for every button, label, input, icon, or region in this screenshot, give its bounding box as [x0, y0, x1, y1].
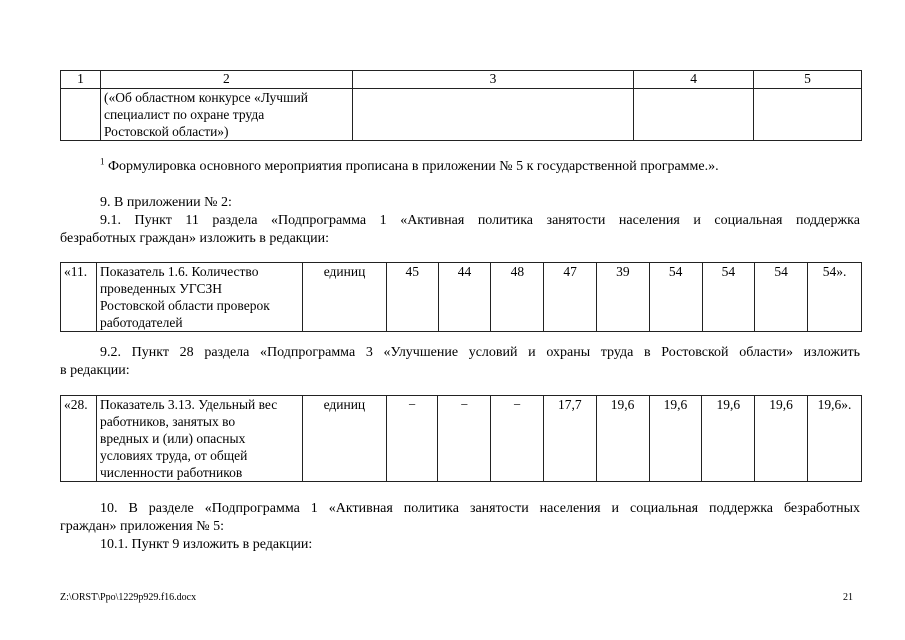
value-cell: 47 [544, 263, 597, 332]
table-cell [61, 89, 101, 141]
footnote-text: Формулировка основного мероприятия прописана в приложении № 5 к государственной программе.». [104, 159, 719, 174]
table-cell [634, 89, 754, 141]
table-row [61, 263, 862, 332]
row-number: «11. [61, 263, 97, 332]
table-cell [754, 89, 862, 141]
paragraph-9-2-line2: в редакции: [60, 363, 130, 378]
cell-line: проведенных УГСЗН [99, 281, 222, 296]
table-continuation [60, 70, 862, 141]
header-cell: 1 [61, 71, 101, 89]
cell-line: вредных и (или) опасных [99, 431, 246, 446]
paragraph-9-2-line1: 9.2. Пункт 28 раздела «Подпрограмма 3 «Улучшение условий и охраны труда в Ростовской области» изложить [100, 345, 860, 360]
page-number: 21 [843, 592, 853, 603]
cell-line: условиях труда, от общей [99, 448, 248, 463]
paragraph-10-1: 10.1. Пункт 9 изложить в редакции: [100, 537, 313, 552]
table-cell-description [100, 89, 352, 141]
table-row [61, 396, 862, 482]
value-cell: 19,6». [808, 396, 862, 482]
value-cell: 54 [755, 263, 808, 332]
cell-line: Ростовской области проверок [99, 298, 270, 313]
paragraph-10-line2: граждан» приложения № 5: [60, 519, 224, 534]
footer-file-path: Z:\ORST\Ppo\1229p929.f16.docx [60, 592, 197, 603]
value-cell: 19,6 [702, 396, 755, 482]
cell-line: Показатель 1.6. Количество [99, 264, 259, 279]
header-cell: 3 [352, 71, 634, 89]
value-cell: 17,7 [543, 396, 596, 482]
value-cell: 48 [491, 263, 544, 332]
unit-cell: единиц [303, 263, 387, 332]
row-number: «28. [61, 396, 97, 482]
header-cell: 2 [100, 71, 352, 89]
value-cell: − [438, 396, 491, 482]
header-cell: 5 [754, 71, 862, 89]
cell-line: Показатель 3.13. Удельный вес [99, 397, 278, 412]
table-header-row [61, 71, 862, 89]
header-cell: 4 [634, 71, 754, 89]
cell-line: работников, занятых во [99, 414, 236, 429]
value-cell: 19,6 [649, 396, 702, 482]
table-indicator-3-13 [60, 395, 862, 482]
value-cell: 45 [386, 263, 438, 332]
value-cell: 19,6 [755, 396, 808, 482]
value-cell: − [386, 396, 438, 482]
value-cell: 39 [596, 263, 649, 332]
table-cell [352, 89, 634, 141]
cell-line: специалист по охране труда [103, 107, 265, 122]
footnote [60, 158, 860, 176]
cell-line: работодателей [99, 315, 183, 330]
value-cell: 54». [808, 263, 862, 332]
value-cell: 54 [702, 263, 755, 332]
table-indicator-1-6 [60, 262, 862, 332]
cell-line: численности работников [99, 465, 243, 480]
paragraph-9-1-line2: безработных граждан» изложить в редакции: [60, 231, 329, 246]
paragraph-10-line1: 10. В разделе «Подпрограмма 1 «Активная политика занятости населения и социальная поддержка безработных [100, 501, 860, 516]
paragraph-9-1-line1: 9.1. Пункт 11 раздела «Подпрограмма 1 «Активная политика занятости населения и социальная поддержка [100, 213, 860, 228]
indicator-name [96, 396, 302, 482]
value-cell: 44 [438, 263, 491, 332]
paragraph-9: 9. В приложении № 2: [100, 195, 232, 210]
value-cell: 54 [649, 263, 702, 332]
footnote-mark: 1 [100, 156, 105, 167]
cell-line: Ростовской области») [103, 124, 229, 139]
table-row [61, 89, 862, 141]
unit-cell: единиц [303, 396, 387, 482]
value-cell: 19,6 [596, 396, 649, 482]
cell-line: («Об областном конкурсе «Лучший [103, 90, 308, 105]
indicator-name [96, 263, 302, 332]
value-cell: − [491, 396, 544, 482]
